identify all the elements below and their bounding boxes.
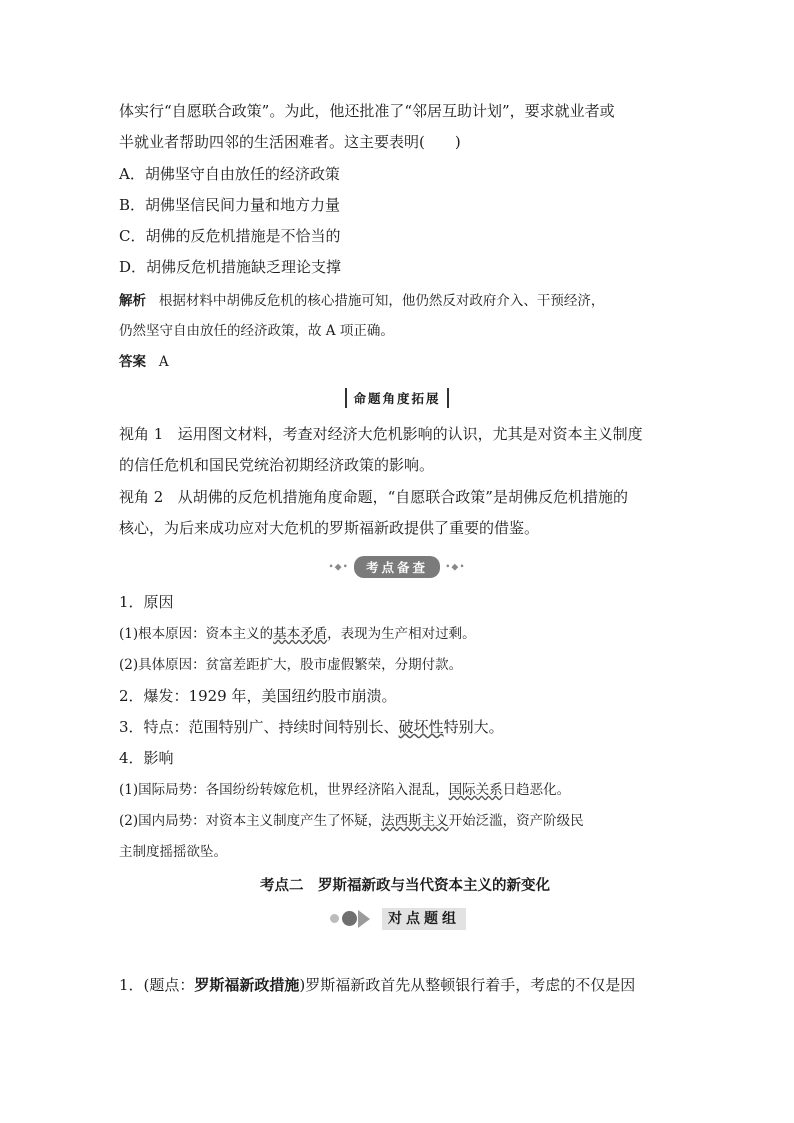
angle2-line1 [119, 487, 628, 507]
impact-dom-pre: (2)国内局势：对资本主义制度产生了怀疑， [119, 813, 382, 829]
q1-topic: 罗斯福新政措施 [194, 976, 300, 994]
option-b: B．胡佛坚信民间力量和地方力量 [119, 196, 341, 214]
impact-dom-em: 法西斯主义 [381, 813, 449, 829]
answer-label: 答案 [119, 354, 146, 370]
dots-right-icon: •◆• [445, 562, 466, 573]
cause-root-post: ，表现为生产相对过剩。 [327, 626, 476, 642]
analysis-label: 解析 [119, 293, 146, 309]
review-cause-specific: (2)具体原因：贫富差距扩大，股市虚假繁荣，分期付款。 [119, 657, 463, 673]
extension-header-row [0, 388, 794, 408]
question1-line [119, 975, 635, 995]
q1-post: )罗斯福新政首先从整顿银行着手，考虑的不仅是因 [299, 976, 636, 994]
review-impact-domestic [119, 811, 584, 831]
large-circle-icon [342, 911, 357, 926]
review-h3 [119, 717, 504, 737]
dots-left-icon: •◆• [328, 562, 349, 573]
h3-pre: 3．特点：范围特别广、持续时间特别长、 [119, 718, 399, 736]
answer-value: A [158, 354, 169, 370]
answer-line [119, 352, 169, 372]
angle2-label: 视角 2 [119, 488, 164, 506]
review-cause-root [119, 624, 476, 644]
option-d: D．胡佛反危机措施缺乏理论支撑 [119, 258, 342, 276]
angle1-line1 [119, 424, 643, 444]
question-stem-line2: 半就业者帮助四邻的生活困难者。这主要表明( ) [119, 133, 461, 151]
angle2-line2: 核心，为后来成功应对大危机的罗斯福新政提供了重要的借鉴。 [119, 519, 540, 537]
extension-header: 命题角度拓展 [345, 388, 448, 408]
analysis-text: 根据材料中胡佛反危机的核心措施可知，他仍然反对政府介入、干预经济， [158, 293, 605, 309]
option-c: C．胡佛的反危机措施是不恰当的 [119, 227, 341, 245]
analysis-line2: 仍然坚守自由放任的经济政策，故 A 项正确。 [119, 323, 394, 339]
review-impact-domestic-line2: 主制度摇摇欲坠。 [119, 844, 227, 860]
h3-post: 特别大。 [443, 718, 504, 736]
q1-pre: 1．(题点： [119, 976, 195, 994]
cause-root-em: 基本矛盾 [273, 626, 328, 642]
review-h2: 2．爆发：1929 年，美国纽约股市崩溃。 [119, 687, 397, 705]
impact-intl-post: 日趋恶化。 [502, 782, 571, 798]
question-stem-line1: 体实行“自愿联合政策”。为此，他还批准了“邻居互助计划”，要求就业者或 [119, 102, 615, 120]
small-circle-icon [330, 914, 339, 923]
section-title: 考点二 罗斯福新政与当代资本主义的新变化 [260, 877, 550, 894]
analysis-line1 [119, 291, 604, 311]
option-a: A．胡佛坚守自由放任的经济政策 [119, 165, 340, 183]
angle1-line2: 的信任危机和国民党统治初期经济政策的影响。 [119, 456, 435, 474]
angle2-text: 从胡佛的反危机措施角度命题，“自愿联合政策”是胡佛反危机措施的 [177, 488, 628, 506]
arrow-right-icon [358, 910, 370, 928]
h3-em: 破坏性 [398, 718, 444, 736]
review-h1: 1．原因 [119, 593, 174, 611]
review-header: 考点备查 [354, 556, 440, 578]
review-h4: 4．影响 [119, 749, 174, 767]
impact-intl-pre: (1)国际局势：各国纷纷转嫁危机，世界经济陷入混乱， [119, 782, 449, 798]
section-tag [330, 908, 470, 930]
review-header-row [0, 556, 794, 578]
impact-intl-em: 国际关系 [448, 782, 503, 798]
angle1-label: 视角 1 [119, 425, 164, 443]
impact-dom-post: 开始泛滥，资产阶级民 [448, 813, 584, 829]
angle1-text: 运用图文材料，考查对经济大危机影响的认识，尤其是对资本主义制度 [177, 425, 643, 443]
review-impact-intl [119, 780, 570, 800]
cause-root-pre: (1)根本原因：资本主义的 [119, 626, 274, 642]
section-tag-label: 对点题组 [382, 908, 466, 930]
